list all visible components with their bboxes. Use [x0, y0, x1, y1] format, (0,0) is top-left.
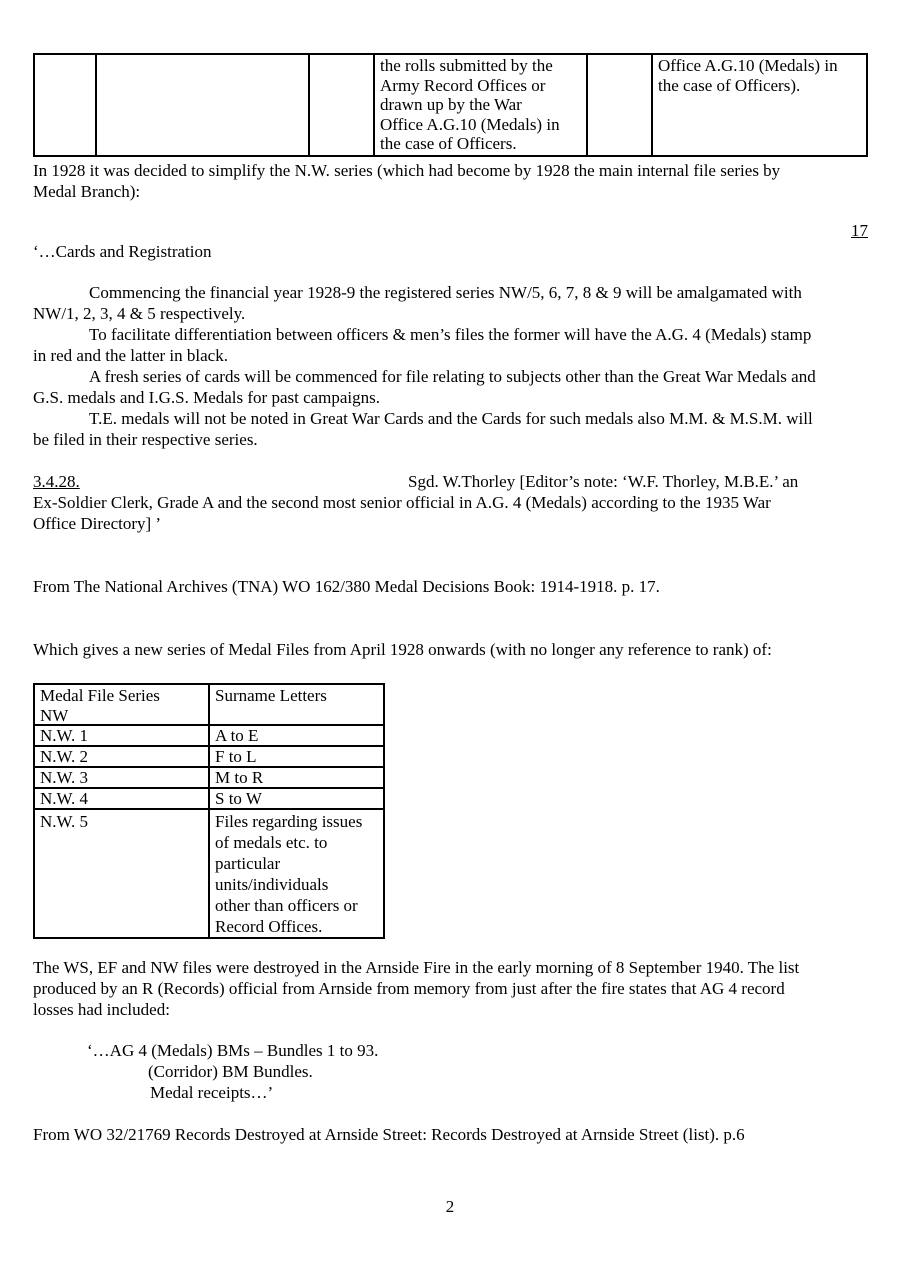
quote-ag4-line-3: Medal receipts…’ — [150, 1083, 274, 1102]
source-citation-tna: From The National Archives (TNA) WO 162/380 Medal Decisions Book: 1914-1918. p. 17. — [33, 577, 660, 596]
para-arnside-line-3: losses had included: — [33, 1000, 170, 1019]
intro-line-2: Medal Branch): — [33, 182, 141, 201]
continued-table-fragment — [33, 53, 868, 157]
signature-text-line-1: Sgd. W.Thorley [Editor’s note: ‘W.F. Thorley, M.B.E.’ an — [408, 472, 799, 491]
nw-table-series-cell: N.W. 1 — [35, 726, 210, 747]
nw5-line: other than officers or — [215, 896, 358, 915]
table-cell-rolls-text — [375, 55, 588, 155]
signature-text-line-2: Ex-Soldier Clerk, Grade A and the second most senior official in A.G. 4 (Medals) according to the 1935 War — [33, 493, 771, 512]
table-cell-empty — [97, 55, 310, 155]
source-page-ref: 17 — [851, 221, 868, 240]
nw5-line: units/individuals — [215, 875, 329, 894]
para-fresh-series-line-2: G.S. medals and I.G.S. Medals for past campaigns. — [33, 388, 381, 407]
header-line: Medal File Series — [40, 686, 160, 705]
nw-table-letters-cell: F to L — [210, 747, 383, 768]
intro-line-1: In 1928 it was decided to simplify the N.W. series (which had become by 1928 the main internal file series by — [33, 161, 781, 180]
nw5-line: Record Offices. — [215, 917, 323, 936]
para-which-gives: Which gives a new series of Medal Files from April 1928 onwards (with no longer any reference to rank) of: — [33, 640, 772, 659]
quote-ag4-line-2: (Corridor) BM Bundles. — [148, 1062, 313, 1081]
nw5-line: of medals etc. to — [215, 833, 328, 852]
signature-line — [33, 471, 867, 492]
nw-table-series-cell: N.W. 3 — [35, 768, 210, 789]
source-citation-wo32: From WO 32/21769 Records Destroyed at Arnside Street: Records Destroyed at Arnside Street (list). p.6 — [33, 1125, 745, 1144]
quote-ag4-line-1: ‘…AG 4 (Medals) BMs – Bundles 1 to 93. — [87, 1041, 379, 1060]
table-cell-line: drawn up by the War — [380, 95, 522, 114]
para-facilitate-line-2: in red and the latter in black. — [33, 346, 228, 365]
para-te-medals-line-2: be filed in their respective series. — [33, 430, 258, 449]
para-commencing-line-2: NW/1, 2, 3, 4 & 5 respectively. — [33, 304, 246, 323]
nw-table-letters-cell: A to E — [210, 726, 383, 747]
para-arnside-line-1: The WS, EF and NW files were destroyed in the Arnside Fire in the early morning of 8 September 1940. The list — [33, 958, 800, 977]
table-cell-line: Office A.G.10 (Medals) in — [658, 56, 838, 75]
table-cell-line: the rolls submitted by the — [380, 56, 553, 75]
nw-table-letters-cell-nw5 — [210, 810, 383, 937]
header-line: NW — [40, 705, 69, 725]
table-cell-empty — [35, 55, 97, 155]
nw5-line: Files regarding issues — [215, 812, 363, 831]
quote-cards-heading: ‘…Cards and Registration — [33, 242, 212, 261]
nw5-line: particular — [215, 854, 281, 873]
table-cell-empty — [588, 55, 653, 155]
table-cell-empty — [310, 55, 375, 155]
nw-table-series-cell: N.W. 2 — [35, 747, 210, 768]
nw-table-letters-cell: S to W — [210, 789, 383, 810]
table-cell-line: Army Record Offices or — [380, 75, 546, 95]
nw-series-table — [33, 683, 385, 939]
nw-table-header-letters: Surname Letters — [210, 685, 383, 726]
para-commencing-line-1: Commencing the financial year 1928-9 the registered series NW/5, 6, 7, 8 & 9 will be amalgamated with — [89, 283, 802, 302]
nw-table-header-series — [35, 685, 210, 726]
nw-table-series-cell: N.W. 5 — [35, 810, 210, 937]
page-number: 2 — [445, 1197, 455, 1216]
signature-text-line-3: Office Directory] ’ — [33, 514, 162, 533]
signature-date: 3.4.28. — [33, 472, 80, 491]
table-cell-office-text — [653, 55, 866, 155]
table-cell-line: the case of Officers). — [658, 75, 801, 95]
table-cell-line: the case of Officers. — [380, 134, 517, 153]
nw-table-letters-cell: M to R — [210, 768, 383, 789]
para-facilitate-line-1: To facilitate differentiation between officers & men’s files the former will have the A.G. 4 (Medals) stamp — [89, 325, 812, 344]
para-arnside-line-2: produced by an R (Records) official from Arnside from memory from just after the fire states that AG 4 record — [33, 979, 785, 998]
para-fresh-series-line-1: A fresh series of cards will be commenced for file relating to subjects other than the Great War Medals and — [89, 367, 816, 386]
table-cell-line: Office A.G.10 (Medals) in — [380, 114, 560, 134]
nw-table-series-cell: N.W. 4 — [35, 789, 210, 810]
para-te-medals-line-1: T.E. medals will not be noted in Great War Cards and the Cards for such medals also M.M. & M.S.M. will — [89, 409, 813, 428]
